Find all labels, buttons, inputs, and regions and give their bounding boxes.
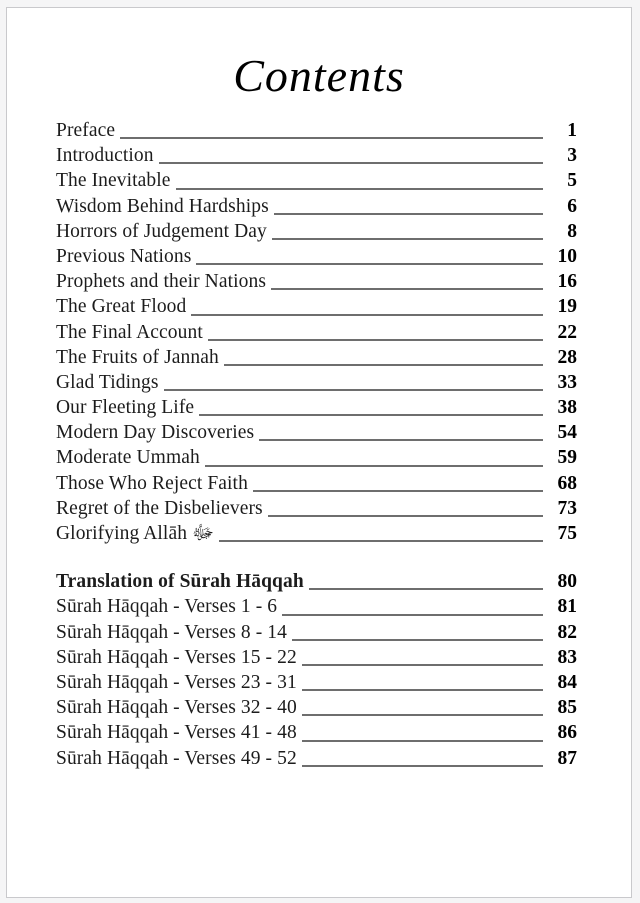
- toc-entry-page-number: 59: [557, 447, 577, 469]
- toc-entry-page-number: 75: [557, 523, 577, 544]
- toc-entry-page-number: 16: [557, 271, 577, 293]
- toc-entry-label: Sūrah Hāqqah - Verses 23 - 31: [56, 671, 297, 693]
- toc-entry[interactable]: [56, 143, 577, 168]
- toc-entry-label: Previous Nations: [56, 245, 192, 267]
- toc-entry-label: Sūrah Hāqqah - Verses 15 - 22: [56, 646, 297, 668]
- toc-entry[interactable]: [56, 670, 577, 695]
- toc-entry[interactable]: [56, 420, 577, 445]
- toc-section-main: [56, 118, 577, 546]
- toc-entry-page-number: 85: [557, 697, 577, 719]
- toc-leader-line: [272, 238, 543, 240]
- toc-entry-label: Preface: [56, 120, 116, 141]
- toc-leader-line: [224, 364, 543, 366]
- toc-entry[interactable]: [56, 269, 577, 294]
- toc-leader-line: [274, 213, 543, 215]
- toc-section-surah-haqqah: [56, 569, 577, 771]
- toc-entry-label: Sūrah Hāqqah - Verses 49 - 52: [56, 747, 297, 769]
- toc-entry-page-number: 81: [557, 596, 577, 618]
- toc-leader-line: [176, 188, 543, 190]
- toc-entry-label: Sūrah Hāqqah - Verses 8 - 14: [56, 621, 287, 643]
- toc-leader-line: [302, 765, 543, 767]
- toc-entry-page-number: 80: [557, 571, 577, 593]
- toc-leader-line: [271, 288, 543, 290]
- toc-entry[interactable]: [56, 219, 577, 244]
- toc-entry[interactable]: [56, 194, 577, 219]
- toc-entry[interactable]: [56, 244, 577, 269]
- toc-leader-line: [199, 414, 543, 416]
- toc-entry-label: The Great Flood: [56, 296, 187, 318]
- toc-leader-line: [268, 515, 543, 517]
- toc-entry-label: The Inevitable: [56, 170, 171, 192]
- toc-entry-label: Sūrah Hāqqah - Verses 32 - 40: [56, 697, 297, 719]
- page-title: Contents: [233, 50, 405, 101]
- toc-leader-line: [292, 639, 543, 641]
- toc-leader-line: [120, 137, 543, 139]
- toc-entry-page-number: 84: [557, 671, 577, 693]
- toc-entry[interactable]: [56, 168, 577, 193]
- toc-leader-line: [302, 689, 543, 691]
- toc-entry[interactable]: [56, 746, 577, 771]
- toc-entry-page-number: 82: [557, 621, 577, 643]
- toc-entry-label: Wisdom Behind Hardships: [56, 195, 269, 217]
- toc-leader-line: [208, 339, 543, 341]
- toc-entry[interactable]: [56, 294, 577, 319]
- toc-entry-label: Moderate Ummah: [56, 447, 200, 469]
- toc-entry-page-number: 33: [557, 371, 577, 393]
- toc-entry-label: Regret of the Disbelievers: [56, 497, 263, 519]
- toc-entry[interactable]: [56, 320, 577, 345]
- toc-entry-label: Those Who Reject Faith: [56, 472, 248, 494]
- toc-entry[interactable]: [56, 645, 577, 670]
- toc-leader-line: [302, 740, 543, 742]
- toc-entry[interactable]: [56, 594, 577, 619]
- toc-leader-line: [282, 614, 543, 616]
- toc-leader-line: [259, 439, 543, 441]
- toc-leader-line: [196, 263, 543, 265]
- toc-entry-page-number: 22: [557, 321, 577, 343]
- toc-entry-label: Modern Day Discoveries: [56, 422, 255, 444]
- toc-entry[interactable]: [56, 395, 577, 420]
- toc-leader-line: [205, 465, 543, 467]
- toc-entry[interactable]: [56, 118, 577, 143]
- toc-entry-page-number: 10: [557, 245, 577, 267]
- toc-leader-line: [253, 490, 543, 492]
- toc-leader-line: [302, 714, 543, 716]
- toc-entry[interactable]: [56, 370, 577, 395]
- toc-entry-label: Prophets and their Nations: [56, 271, 267, 293]
- toc-leader-line: [219, 540, 543, 542]
- toc-entry-page-number: 38: [557, 397, 577, 419]
- toc-entry[interactable]: [56, 720, 577, 745]
- toc-entry-label: Horrors of Judgement Day: [56, 220, 267, 242]
- toc-entry-label: Sūrah Hāqqah - Verses 41 - 48: [56, 722, 297, 744]
- toc-entry-page-number: 73: [557, 497, 577, 519]
- toc-entry-page-number: 6: [567, 195, 577, 217]
- toc-entry-page-number: 28: [557, 346, 577, 368]
- toc-entry-page-number: 3: [567, 145, 577, 167]
- toc-entry-page-number: 19: [557, 296, 577, 318]
- toc-entry[interactable]: [56, 471, 577, 496]
- toc-entry[interactable]: [56, 445, 577, 470]
- toc-entry[interactable]: [56, 345, 577, 370]
- toc-leader-line: [309, 588, 543, 590]
- toc-entry[interactable]: [56, 521, 577, 546]
- toc-entry-label: The Final Account: [56, 321, 203, 343]
- toc-entry-page-number: 5: [567, 170, 577, 192]
- toc-list: [56, 118, 577, 771]
- toc-entry-label: Our Fleeting Life: [56, 397, 195, 419]
- toc-entry[interactable]: [56, 695, 577, 720]
- toc-entry-label: Introduction: [56, 145, 154, 167]
- toc-entry[interactable]: [56, 496, 577, 521]
- toc-leader-line: [159, 162, 543, 164]
- contents-page: [6, 7, 632, 898]
- toc-entry-label: The Fruits of Jannah: [56, 346, 219, 368]
- toc-entry-label: Glorifying Allāh ﷻ: [56, 523, 215, 544]
- toc-entry[interactable]: [56, 620, 577, 645]
- toc-leader-line: [164, 389, 543, 391]
- toc-entry-page-number: 86: [557, 722, 577, 744]
- toc-entry-page-number: 1: [567, 120, 577, 141]
- toc-entry-page-number: 8: [567, 220, 577, 242]
- toc-leader-line: [191, 314, 543, 316]
- toc-entry-label: Sūrah Hāqqah - Verses 1 - 6: [56, 596, 278, 618]
- toc-entry-page-number: 87: [557, 747, 577, 769]
- toc-entry-page-number: 83: [557, 646, 577, 668]
- toc-entry-label: Translation of Sūrah Hāqqah: [56, 571, 304, 593]
- toc-entry-page-number: 68: [557, 472, 577, 494]
- toc-entry-label: Glad Tidings: [56, 371, 159, 393]
- toc-leader-line: [302, 664, 543, 666]
- toc-entry[interactable]: [56, 569, 577, 594]
- toc-entry-page-number: 54: [557, 422, 577, 444]
